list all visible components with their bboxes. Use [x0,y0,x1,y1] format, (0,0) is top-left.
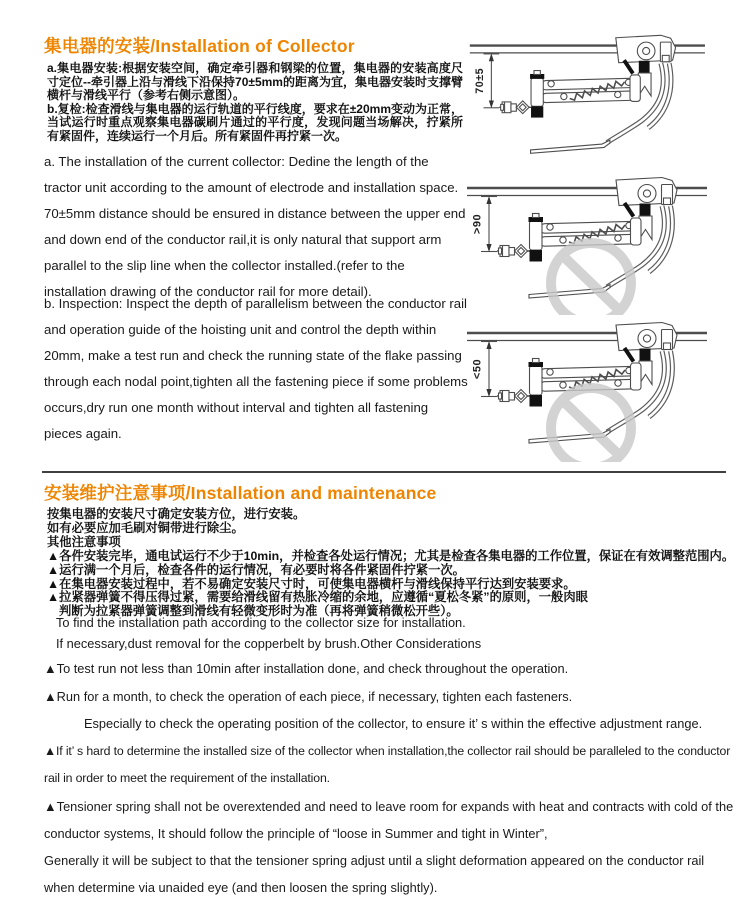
collector-diagram-over90 [463,167,748,315]
cn-paragraph-b: b.复检:检查滑线与集电器的运行轨道的平行线度，要求在±20mm变动为正常，当试运行时重点观察集电器碳刷片通过的平行度，发现问题当场解决，拧紧所有紧固件，连续运行一个月后。所有紧固件再拧紧一次。 [47,101,463,143]
section1-chinese-text [47,62,463,144]
cn-note-line: 按集电器的安装尺寸确定安装方位，进行安装。 [47,507,306,521]
section2-title: 安装维护注意事项/Installation and maintenance [44,483,437,503]
collector-diagram-70mm [463,25,748,170]
en-note-line: ▲Run for a month, to check the operation of each piece, if necessary, tighten each fasteners. [44,689,573,704]
cn-note-line: 其他注意事项 [47,534,121,549]
en-note-line: To find the installation path according to the collector size for installation. [56,615,466,630]
section-divider [42,471,726,473]
en-note-line: If necessary,dust removal for the copperbelt by brush.Other Considerations [56,636,482,651]
dimension-label: <50 [471,358,484,380]
dimension-label: >90 [471,213,484,235]
cn-note-line: ▲运行满一个月后，检查各件的运行情况，有必要时将各件紧固件拧紧一次。 [47,562,465,577]
en-note-line: Especially to check the operating position of the collector, to ensure it’ s within the effective adjustment range. [84,716,703,731]
en-paragraph-b: b. Inspection: Inspect the depth of parallelism between the conductor rail and operation guide of the hoisting unit and control the depth within 20mm, make a test run and check the running state of the flake passing through each nodal point,tighten all the fastening piece if some problems occurs,dry run one month without interval and tighten all fastening pieces again. [44,296,468,441]
cn-note-line: 如有必要应加毛刷对铜带进行除尘。 [47,520,244,535]
cn-note-line: ▲在集电器安装过程中，若不易确定安装尺寸时，可使集电器横杆与滑线保持平行达到安装要求。 [47,576,576,591]
en-note-line: Generally it will be subject to that the tensioner spring adjust until a slight deformation appeared on the conductor rail when determine via unaided eye (and then loosen the spring slightly). [44,853,705,895]
en-note-line: ▲If it’ s hard to determine the installed size of the collector when installation,the collector rail should be paralleled to the conductor rail in order to meet the requirement of the installation. [44,744,731,785]
en-note-line: ▲Tensioner spring shall not be overextended and need to leave room for expands with heat and contracts with cold of the conductor systems, It should follow the principle of “loose in Summer and tight in Winter”, [44,799,734,841]
section1-title: 集电器的安装/Installation of Collector [44,36,355,56]
en-paragraph-a: a. The installation of the current collector: Dedine the length of the tractor unit according to the amount of electrode and installation space. 70±5mm distance should be ensured in distance between the upper end and down end of the conductor rail,it is only natural that support arm parallel to the slip line when the collector installed.(refer to the installation drawing of the conductor rail for more detail). [44,154,466,299]
cn-note-line: ▲拉紧器弹簧不得压得过紧，需要给滑线留有热胀冷缩的余地，应遵循“夏松冬紧”的原则，一般肉眼 [47,590,588,605]
cn-note-line: ▲各件安装完毕，通电试运行不少于10min，并检查各处运行情况；尤其是检查各集电器的工作位置，保证在有效调整范围内。 [47,548,735,563]
cn-note-line: 判断为拉紧器弹簧调整到滑线有轻微变形时为准（再将弹簧稍微松开些）。 [59,604,459,619]
section2-chinese-notes [47,508,741,619]
en-note-line: ▲To test run not less than 10min after installation done, and check throughout the operation. [44,661,569,676]
dimension-label: 70±5 [474,67,487,94]
collector-diagram-under50 [463,310,748,462]
section2-english-notes [44,612,738,901]
collector-drawing [470,35,705,153]
cn-paragraph-a: a.集电器安装:根据安装空间，确定牵引器和钢梁的位置，集电器的安装高度尺寸定位--牵引器上沿与滑线下沿保持70±5mm的距离为宜，集电器安装时支撑臂横杆与滑线平行（参考右侧示意图）。 [47,61,463,103]
